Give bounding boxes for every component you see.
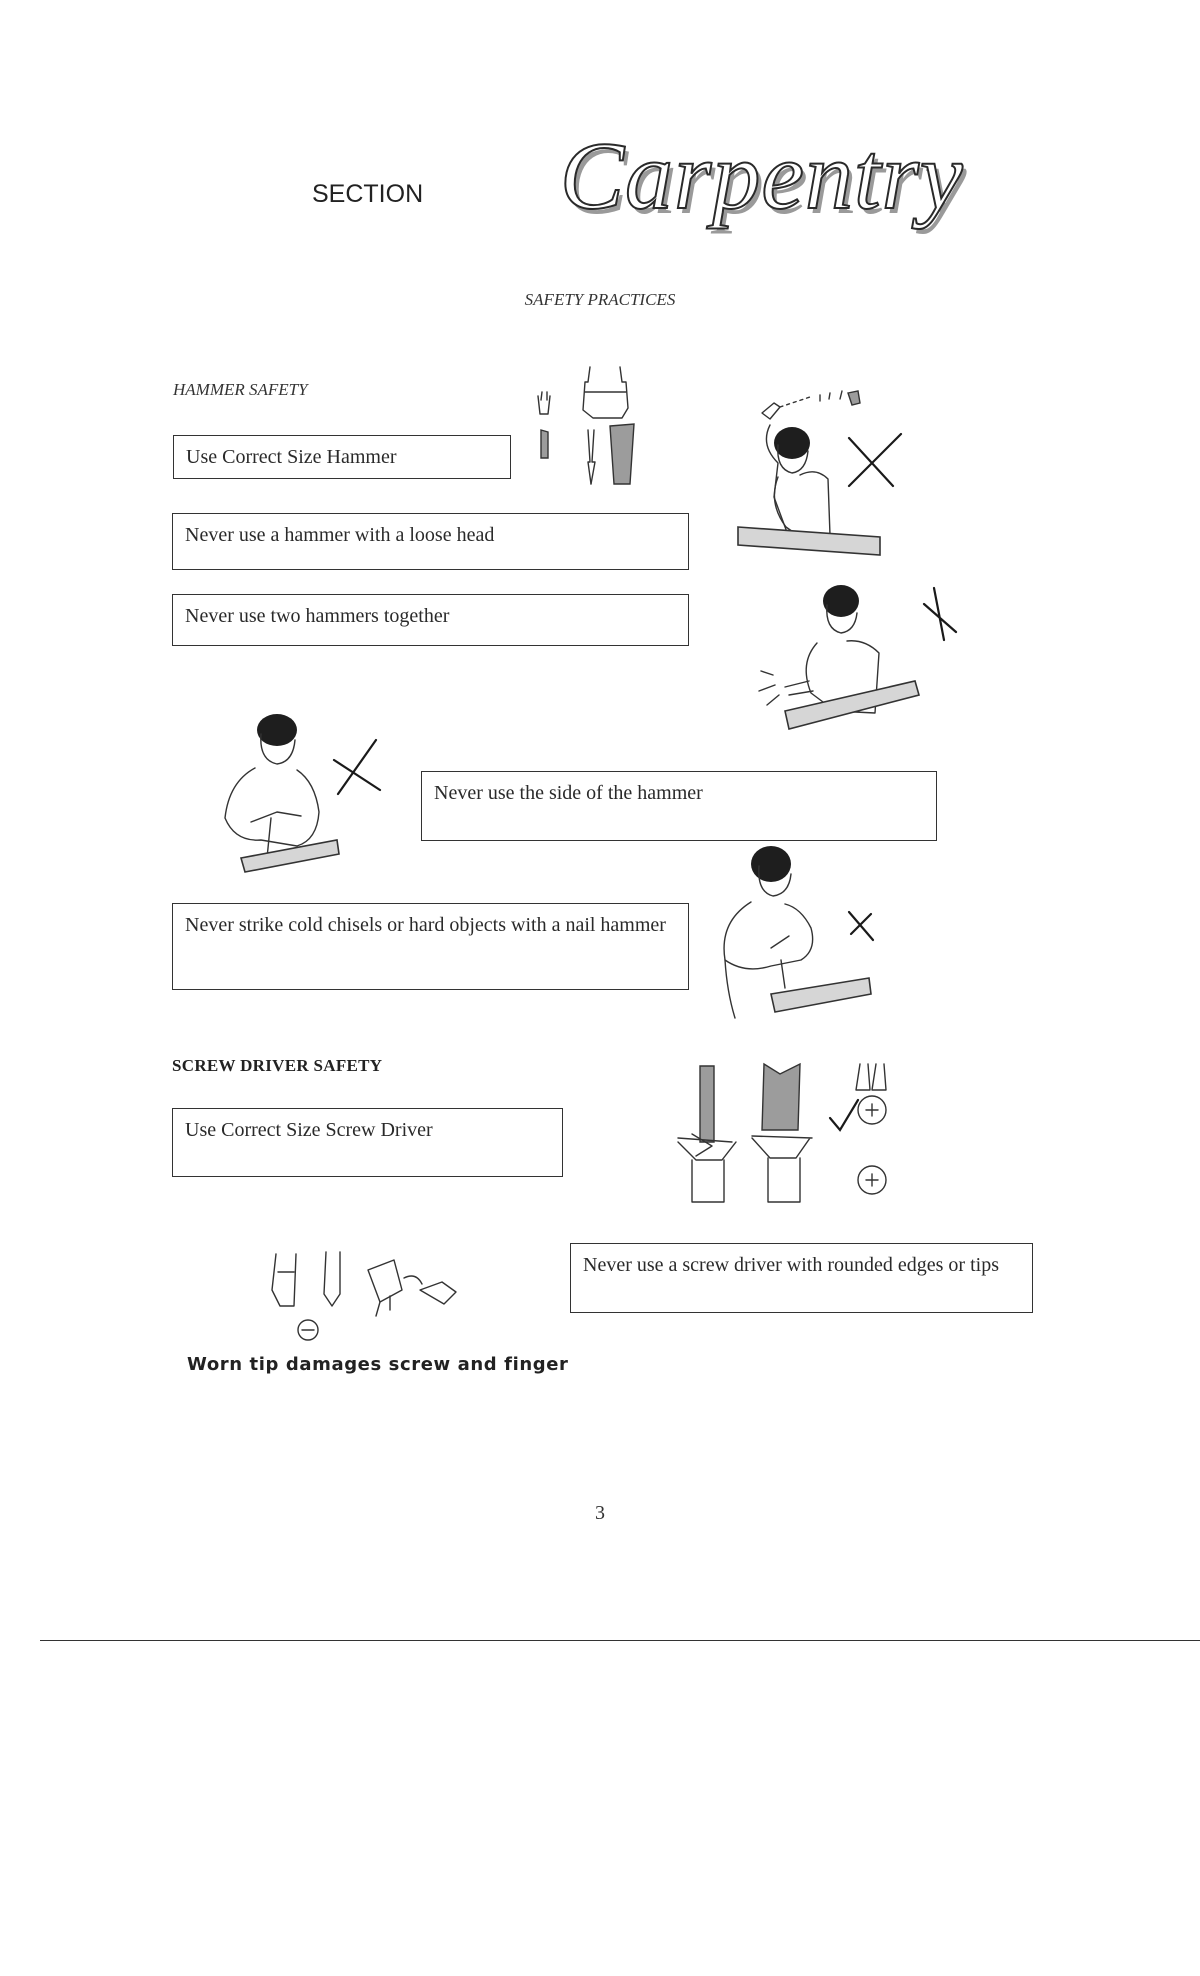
small-hammer-head-icon bbox=[541, 430, 548, 458]
wrong-x-mark-icon bbox=[845, 430, 905, 490]
small-handle-icon bbox=[538, 396, 550, 414]
wood-board bbox=[738, 527, 880, 555]
nail-icon bbox=[588, 430, 591, 484]
flying-hammer-head-icon bbox=[848, 391, 860, 405]
screwdriver-tip-icon bbox=[368, 1260, 402, 1302]
wood-board bbox=[785, 681, 919, 729]
hammer-icon bbox=[251, 812, 301, 822]
check-mark-icon bbox=[830, 1100, 858, 1130]
rule-box-side-of-hammer: Never use the side of the hammer bbox=[421, 771, 937, 841]
hammer-safety-heading: HAMMER SAFETY bbox=[173, 380, 308, 399]
finger-icon bbox=[420, 1282, 456, 1304]
side-of-hammer-illustration bbox=[205, 708, 345, 888]
page-number: 3 bbox=[595, 1502, 605, 1524]
rule-box-cold-chisels: Never strike cold chisels or hard objects with a nail hammer bbox=[172, 903, 689, 990]
wrong-x-mark-icon bbox=[845, 910, 877, 942]
worn-tip-caption: Worn tip damages screw and finger bbox=[187, 1354, 569, 1375]
large-hammer-head-icon bbox=[610, 424, 634, 484]
wrong-x-mark-icon bbox=[330, 738, 385, 798]
rule-box-correct-size-hammer: Use Correct Size Hammer bbox=[173, 435, 511, 479]
worn-tip-illustration bbox=[268, 1250, 498, 1350]
hammer-size-diagram bbox=[530, 362, 650, 492]
two-hammers-illustration bbox=[755, 583, 925, 738]
section-label: SECTION bbox=[312, 180, 424, 208]
wood-board bbox=[771, 978, 871, 1012]
screwdriver-safety-heading: SCREW DRIVER SAFETY bbox=[172, 1056, 383, 1075]
rule-box-two-hammers: Never use two hammers together bbox=[172, 594, 689, 646]
wide-screwdriver-icon bbox=[762, 1064, 800, 1130]
chisel-icon bbox=[771, 936, 789, 988]
page-subtitle: SAFETY PRACTICES bbox=[524, 290, 676, 309]
wrong-x-mark-icon bbox=[920, 586, 960, 646]
section-title: Carpentry bbox=[560, 122, 964, 229]
rule-box-loose-head: Never use a hammer with a loose head bbox=[172, 513, 689, 570]
rule-box-rounded-edges: Never use a screw driver with rounded edges or tips bbox=[570, 1243, 1033, 1313]
bottom-rule bbox=[40, 1640, 1200, 1641]
screwdriver-size-diagram bbox=[672, 1060, 932, 1210]
worn-screwdriver-tip-icon bbox=[272, 1254, 296, 1306]
narrow-screwdriver-icon bbox=[700, 1066, 714, 1142]
rule-box-correct-size-screwdriver: Use Correct Size Screw Driver bbox=[172, 1108, 563, 1177]
spark-lines bbox=[759, 671, 779, 705]
